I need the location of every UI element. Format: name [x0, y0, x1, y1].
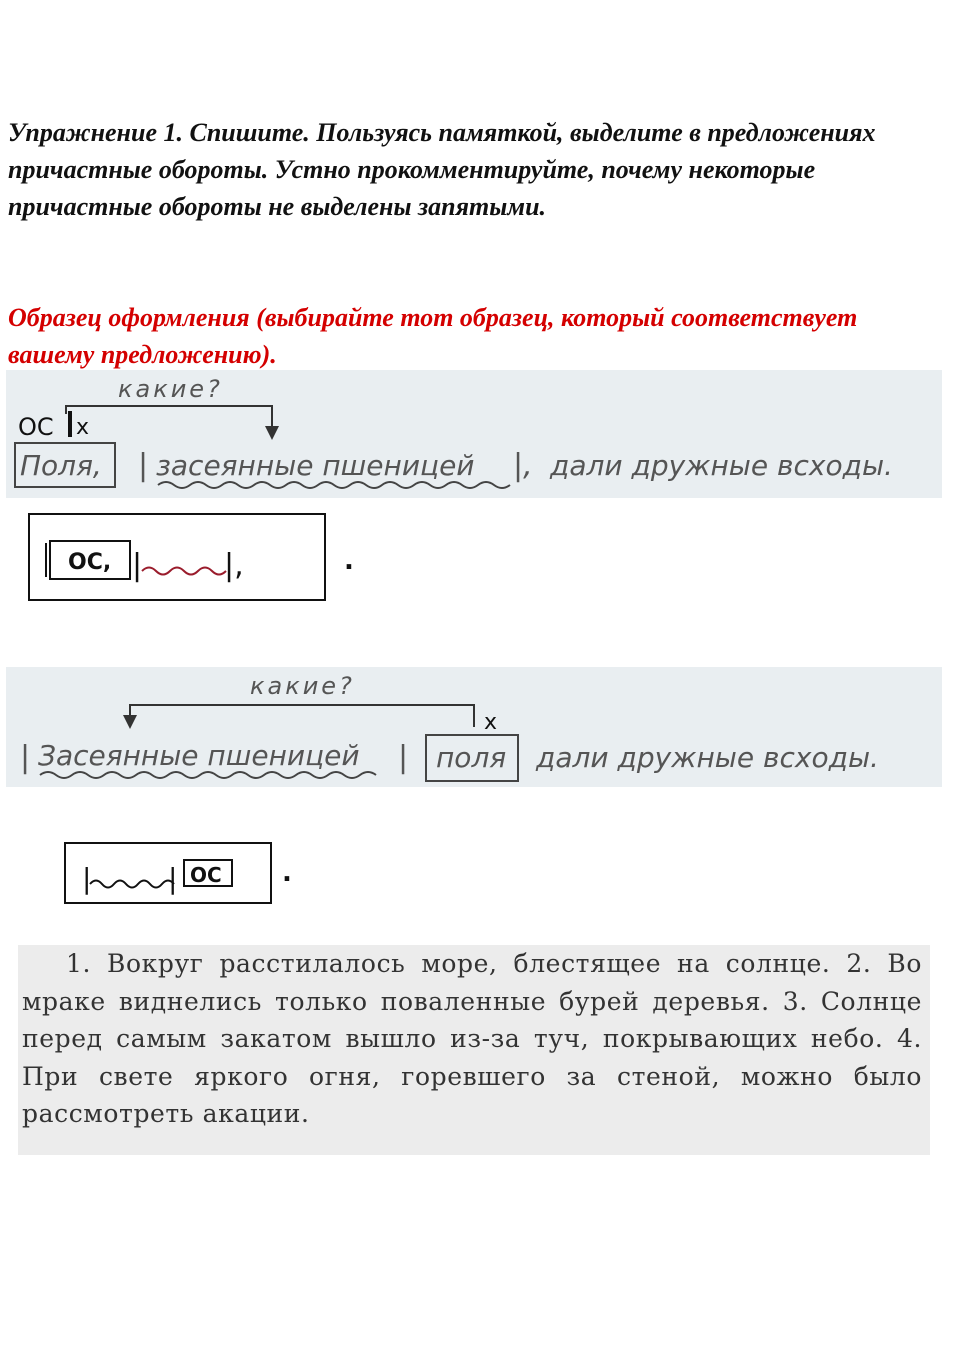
sentence-4: При свете яркого огня, горевшего за стеной, можно было рассмотреть акации.: [22, 1061, 922, 1128]
scheme-1-dot: .: [344, 546, 354, 576]
scheme-1: [28, 513, 326, 601]
x-mark: х: [76, 415, 90, 440]
bar-left: |: [82, 862, 92, 895]
example-2-image: [6, 667, 942, 787]
sample-note: Образец оформления (выбирайте тот образец, который соответствует вашему предложению).: [8, 303, 858, 369]
sentence-number: 1.: [66, 949, 92, 978]
participle-phrase: Засеянные пшеницей: [38, 739, 360, 772]
bar-right: |: [168, 862, 178, 895]
sentence-1: Вокруг расстилалось море, блестящее на солнце.: [107, 949, 831, 978]
participle-phrase: засеянные пшеницей: [156, 449, 475, 482]
arrow-head-icon: [265, 426, 279, 440]
bar-left: |: [20, 740, 31, 775]
subject-noun: Поля,: [20, 449, 102, 482]
bar-left: |: [138, 448, 149, 483]
bar-right: |: [398, 740, 409, 775]
exercise-sentences: [22, 945, 922, 1133]
os-x-box: [68, 411, 72, 437]
arrow-head-icon: [123, 715, 137, 729]
question-arrow: [130, 705, 474, 727]
sentence-2: Во мраке виднелись только поваленные бурей деревья.: [22, 949, 923, 1016]
x-mark: х: [484, 710, 498, 735]
wavy-underline: [158, 482, 510, 488]
example-1-image: [6, 370, 942, 498]
sentence-rest: дали дружные всходы.: [550, 449, 893, 482]
bar-right: |,: [513, 448, 533, 483]
scheme-2-dot: .: [282, 858, 292, 888]
sentence-number: 3.: [782, 986, 808, 1016]
sentence-number: 4.: [896, 1024, 923, 1053]
bar-right: |,: [224, 548, 244, 583]
question-arrow: [66, 406, 272, 432]
sentence-3: Солнце перед самым закатом вышло из-за туч, покрывающих небо.: [22, 986, 923, 1053]
os-label: ОС: [18, 413, 54, 441]
wavy-line-icon: [90, 881, 174, 888]
wavy-line-icon: [142, 568, 226, 575]
exercise-text-image: [18, 945, 930, 1155]
sentence-rest: дали дружные всходы.: [536, 741, 879, 774]
bar-left: |: [132, 548, 143, 583]
wavy-underline: [40, 772, 376, 778]
subject-noun: поля: [436, 741, 507, 774]
task-instruction: Упражнение 1. Спишите. Пользуясь памяткой, выделите в предложениях причастные обороты. Устно прокомментируйте, почему некоторые причастные обороты не выделены запятыми.: [8, 118, 876, 221]
question-label: какие?: [250, 672, 355, 700]
scheme-2: [64, 842, 272, 904]
os-label: ОС,: [68, 550, 112, 575]
question-label: какие?: [118, 375, 223, 403]
sentence-number: 2.: [846, 949, 872, 978]
os-label: ОС: [190, 863, 222, 887]
